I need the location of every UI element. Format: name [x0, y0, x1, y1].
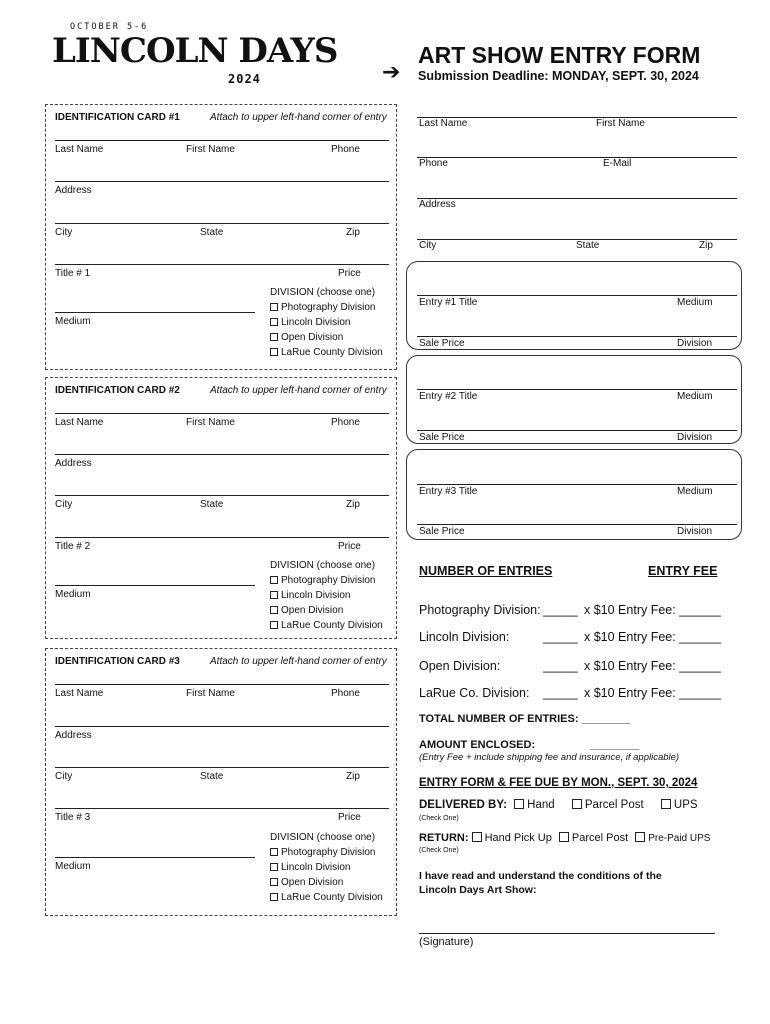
entry-sale-price-label: Sale Price	[419, 338, 465, 349]
state-label: State	[200, 771, 224, 782]
entry-division-label: Division	[677, 432, 713, 443]
entry-title-label: Entry #2 Title	[419, 391, 478, 402]
return-option-hand[interactable]: Hand Pick Up	[472, 832, 552, 844]
entry-title-label: Entry #1 Title	[419, 297, 478, 308]
city-label: City	[55, 499, 73, 510]
delivered-by-row	[419, 799, 698, 811]
division-options	[270, 558, 383, 633]
first-name-label: First Name	[186, 144, 235, 155]
state-label: State	[200, 499, 224, 510]
title-number-label: Title # 3	[55, 812, 91, 823]
checkbox-icon[interactable]	[559, 832, 569, 842]
phone-label: Phone	[331, 688, 360, 699]
signature-line[interactable]	[419, 933, 715, 934]
zip-label: Zip	[346, 771, 360, 782]
delivered-option-ups[interactable]: UPS	[661, 799, 698, 811]
form-email-label: E-Mail	[603, 158, 632, 169]
checkbox-icon[interactable]	[270, 863, 278, 871]
fee-count[interactable]: _____	[543, 686, 578, 700]
id-card-title: IDENTIFICATION CARD #2	[55, 385, 180, 396]
checkbox-icon[interactable]	[270, 303, 278, 311]
amount-note: (Entry Fee + include shipping fee and insurance, if applicable)	[419, 752, 680, 763]
price-label: Price	[338, 268, 361, 279]
agreement-line-2: Lincoln Days Art Show:	[419, 884, 537, 896]
form-zip-label: Zip	[699, 240, 713, 251]
entry-sale-price-label: Sale Price	[419, 432, 465, 443]
entry-fee-heading: ENTRY FEE	[648, 564, 718, 578]
delivered-option-parcel[interactable]: Parcel Post	[572, 799, 644, 811]
entry-sale-price-label: Sale Price	[419, 526, 465, 537]
form-last-name-label: Last Name	[419, 118, 468, 129]
logo-year: 2024	[228, 72, 261, 86]
return-option-parcel[interactable]: Parcel Post	[559, 832, 628, 844]
division-options	[270, 830, 383, 905]
address-label: Address	[55, 458, 92, 469]
division-options	[270, 285, 383, 360]
fee-count[interactable]: _____	[543, 630, 578, 644]
division-option[interactable]: LaRue County Division	[270, 345, 383, 360]
fee-amount[interactable]: x $10 Entry Fee: ______	[584, 686, 721, 700]
form-city-label: City	[419, 240, 437, 251]
delivered-by-label: DELIVERED BY:	[419, 799, 507, 811]
submission-deadline: Submission Deadline: MONDAY, SEPT. 30, 2024	[418, 69, 699, 83]
form-state-label: State	[576, 240, 600, 251]
entry-title-label: Entry #3 Title	[419, 486, 478, 497]
division-option[interactable]: Open Division	[270, 875, 383, 890]
price-label: Price	[338, 812, 361, 823]
medium-label: Medium	[55, 316, 91, 327]
medium-label: Medium	[55, 589, 91, 600]
division-option[interactable]: LaRue County Division	[270, 890, 383, 905]
entry-division-label: Division	[677, 338, 713, 349]
return-row	[419, 832, 710, 844]
medium-label: Medium	[55, 861, 91, 872]
checkbox-icon[interactable]	[270, 878, 278, 886]
division-heading: DIVISION (choose one)	[270, 287, 376, 298]
number-of-entries-heading: NUMBER OF ENTRIES	[419, 564, 553, 578]
division-option[interactable]: Lincoln Division	[270, 588, 383, 603]
checkbox-icon[interactable]	[270, 621, 278, 629]
checkbox-icon[interactable]	[572, 799, 582, 809]
form-address-label: Address	[419, 199, 456, 210]
entry-medium-label: Medium	[677, 391, 713, 402]
fee-amount[interactable]: x $10 Entry Fee: ______	[584, 603, 721, 617]
total-entries: TOTAL NUMBER OF ENTRIES: ________	[419, 713, 631, 725]
return-label: RETURN:	[419, 832, 469, 844]
first-name-label: First Name	[186, 417, 235, 428]
id-card-attach-note: Attach to upper left-hand corner of entry	[210, 112, 387, 123]
checkbox-icon[interactable]	[514, 799, 524, 809]
division-option[interactable]: Photography Division	[270, 573, 383, 588]
return-option-ups[interactable]: Pre-Paid UPS	[635, 832, 710, 844]
due-notice: ENTRY FORM & FEE DUE BY MON., SEPT. 30, 2024	[419, 777, 698, 789]
checkbox-icon[interactable]	[270, 893, 278, 901]
agreement-line-1: I have read and understand the conditions of the	[419, 870, 662, 882]
title-number-label: Title # 2	[55, 541, 91, 552]
entry-medium-label: Medium	[677, 297, 713, 308]
logo-title: LINCOLN DAYS	[52, 31, 338, 71]
address-label: Address	[55, 185, 92, 196]
checkbox-icon[interactable]	[635, 832, 645, 842]
phone-label: Phone	[331, 417, 360, 428]
checkbox-icon[interactable]	[270, 318, 278, 326]
id-card-title: IDENTIFICATION CARD #1	[55, 112, 180, 123]
entry-medium-label: Medium	[677, 486, 713, 497]
phone-label: Phone	[331, 144, 360, 155]
logo	[52, 20, 338, 90]
checkbox-icon[interactable]	[270, 606, 278, 614]
return-note: (Check One)	[419, 847, 459, 854]
fee-amount[interactable]: x $10 Entry Fee: ______	[584, 659, 721, 673]
fee-row-open: Open Division:	[419, 659, 501, 673]
price-label: Price	[338, 541, 361, 552]
division-option[interactable]: Lincoln Division	[270, 315, 383, 330]
first-name-label: First Name	[186, 688, 235, 699]
checkbox-icon[interactable]	[270, 576, 278, 584]
arrow-icon: ➔	[382, 60, 401, 85]
fee-row-lincoln: Lincoln Division:	[419, 630, 510, 644]
fee-row-photography: Photography Division:	[419, 603, 541, 617]
checkbox-icon[interactable]	[472, 832, 482, 842]
delivered-note: (Check One)	[419, 815, 459, 822]
zip-label: Zip	[346, 499, 360, 510]
division-heading: DIVISION (choose one)	[270, 832, 376, 843]
city-label: City	[55, 227, 73, 238]
checkbox-icon[interactable]	[270, 348, 278, 356]
division-option[interactable]: Photography Division	[270, 300, 383, 315]
fee-row-larue: LaRue Co. Division:	[419, 686, 530, 700]
division-option[interactable]: Open Division	[270, 603, 383, 618]
signature-label: (Signature)	[419, 936, 474, 948]
city-label: City	[55, 771, 73, 782]
id-card-attach-note: Attach to upper left-hand corner of entry	[210, 385, 387, 396]
entry-division-label: Division	[677, 526, 713, 537]
checkbox-icon[interactable]	[270, 848, 278, 856]
division-option[interactable]: Lincoln Division	[270, 860, 383, 875]
logo-dates: OCTOBER 5-6	[70, 22, 149, 32]
division-option[interactable]: LaRue County Division	[270, 618, 383, 633]
last-name-label: Last Name	[55, 144, 104, 155]
division-option[interactable]: Open Division	[270, 330, 383, 345]
fee-count[interactable]: _____	[543, 659, 578, 673]
fee-amount[interactable]: x $10 Entry Fee: ______	[584, 630, 721, 644]
id-card-attach-note: Attach to upper left-hand corner of entry	[210, 656, 387, 667]
checkbox-icon[interactable]	[661, 799, 671, 809]
division-heading: DIVISION (choose one)	[270, 560, 376, 571]
title-number-label: Title # 1	[55, 268, 91, 279]
form-phone-label: Phone	[419, 158, 448, 169]
amount-enclosed-label: AMOUNT ENCLOSED:	[419, 739, 536, 751]
division-option[interactable]: Photography Division	[270, 845, 383, 860]
checkbox-icon[interactable]	[270, 591, 278, 599]
delivered-option-hand[interactable]: Hand	[514, 799, 555, 811]
last-name-label: Last Name	[55, 417, 104, 428]
page-title: ART SHOW ENTRY FORM	[418, 42, 701, 68]
fee-count[interactable]: _____	[543, 603, 578, 617]
address-label: Address	[55, 730, 92, 741]
last-name-label: Last Name	[55, 688, 104, 699]
zip-label: Zip	[346, 227, 360, 238]
id-card-title: IDENTIFICATION CARD #3	[55, 656, 180, 667]
form-first-name-label: First Name	[596, 118, 645, 129]
state-label: State	[200, 227, 224, 238]
amount-enclosed-blank[interactable]: ________	[590, 739, 639, 751]
checkbox-icon[interactable]	[270, 333, 278, 341]
